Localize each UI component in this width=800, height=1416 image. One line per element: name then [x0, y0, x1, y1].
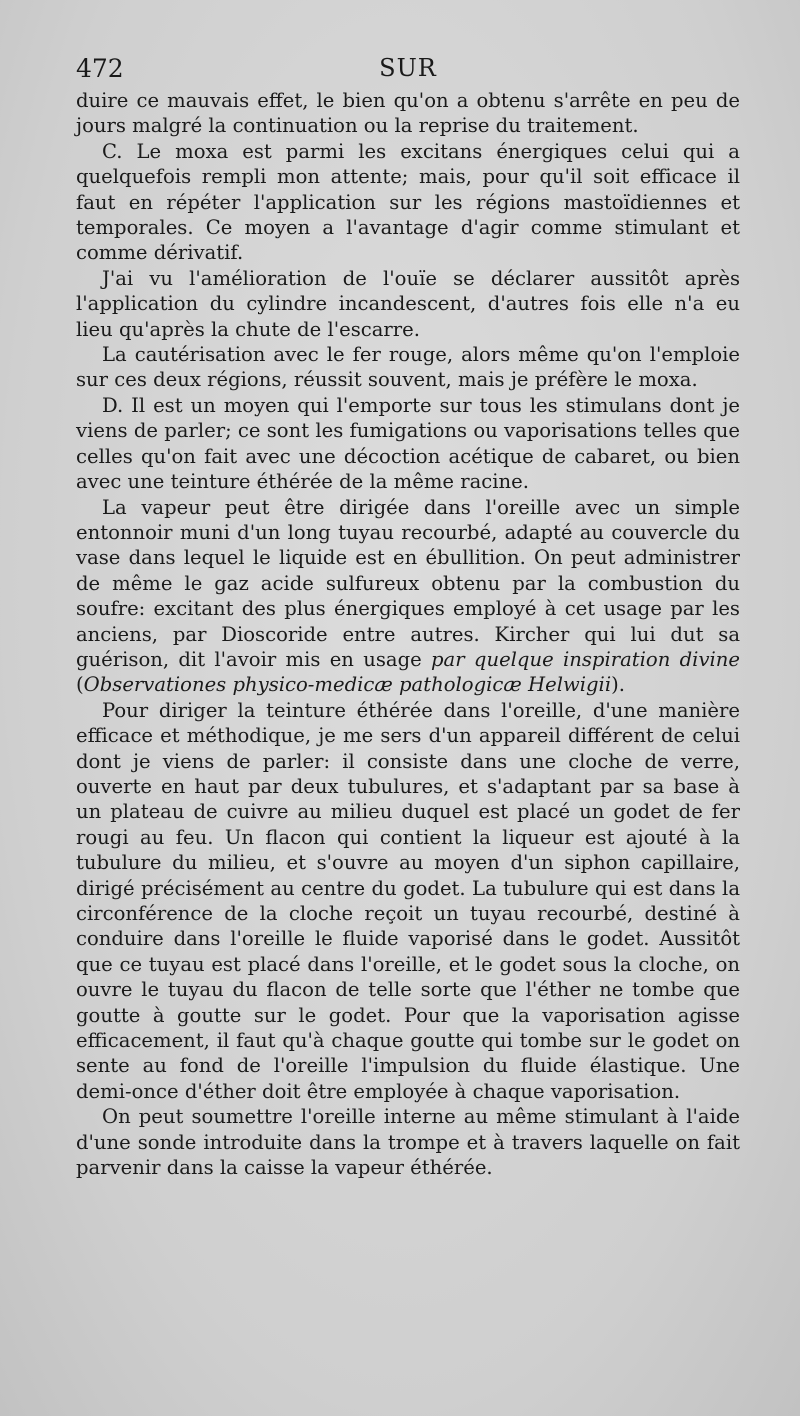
paragraph-fumigations: D. Il est un moyen qui l'emporte sur tous les stimulans dont je viens de parler; ce sont les fumigations ou vaporisations telles que celles qu'on fait avec une décoction acétique de cabaret, ou bien avec une teinture éthérée de la même racine. [76, 393, 740, 494]
page-body [76, 88, 740, 1180]
paren-open: ( [76, 673, 84, 697]
paragraph-vapeur-text: La vapeur peut être dirigée dans l'oreille avec un simple entonnoir muni d'un long tuyau recourbé, adapté au couvercle du vase dans lequel le liquide est en ébullition. On peut administrer de même le gaz acide sulfureux obtenu par la combustion du soufre: excitant des plus énergiques employé à cet usage par les anciens, par Dioscoride entre autres. Kircher qui lui dut sa guérison, dit l'avoir mis en usage [76, 495, 740, 671]
paragraph-appareil: Pour diriger la teinture éthérée dans l'oreille, d'une manière efficace et méthodique, je me sers d'un appareil différent de celui dont je viens de parler: il consiste dans une cloche de verre, ouverte en haut par deux tubulures, et s'adaptant par sa base à un plateau de cuivre au milieu duquel est placé un godet de fer rougi au feu. Un flacon qui contient la liqueur est ajouté à la tubulure du milieu, et s'ouvre au moyen d'un siphon capillaire, dirigé précisément au centre du godet. La tubulure qui est dans la circonférence de la cloche reçoit un tuyau recourbé, destiné à conduire dans l'oreille le fluide vaporisé dans le godet. Aussitôt que ce tuyau est placé dans l'oreille, et le godet sous la cloche, on ouvre le tuyau du flacon de telle sorte que l'éther ne tombe que goutte à goutte sur le godet. Pour que la vaporisation agisse efficacement, il faut qu'à chaque goutte qui tombe sur le godet on sente au fond de l'oreille l'impulsion du fluide élastique. Une demi-once d'éther doit être employée à chaque vaporisation. [76, 698, 740, 1103]
paragraph-continuation: duire ce mauvais effet, le bien qu'on a obtenu s'arrête en peu de jours malgré la continuation ou la reprise du traitement. [76, 89, 740, 138]
paragraph-vapeur [76, 495, 740, 698]
paren-close: ). [611, 673, 625, 697]
paragraph-moxa: C. Le moxa est parmi les excitans énergiques celui qui a quelquefois rempli mon attente; mais, pour qu'il soit efficace il faut en répéter l'application sur les régions mastoïdiennes et temporales. Ce moyen a l'avantage d'agir comme stimulant et comme dérivatif. [76, 139, 740, 265]
page-header [76, 54, 740, 88]
page-number: 472 [76, 54, 124, 83]
paragraph-sonde: On peut soumettre l'oreille interne au même stimulant à l'aide d'une sonde introduite dans la trompe et à travers laquelle on fait parvenir dans la caisse la vapeur éthérée. [76, 1105, 740, 1180]
citation-title: Observationes physico-medicæ pathologicæ Helwigii [83, 673, 612, 697]
italic-phrase: par quelque inspiration divine [421, 647, 741, 671]
running-head: SUR [379, 54, 437, 82]
paragraph-amelioration: J'ai vu l'amélioration de l'ouïe se déclarer aussitôt après l'application du cylindre incandescent, d'autres fois elle n'a eu lieu qu'après la chute de l'escarre. [76, 266, 740, 341]
paragraph-cauterisation: La cautérisation avec le fer rouge, alors même qu'on l'emploie sur ces deux régions, réussit souvent, mais je préfère le moxa. [76, 343, 740, 392]
